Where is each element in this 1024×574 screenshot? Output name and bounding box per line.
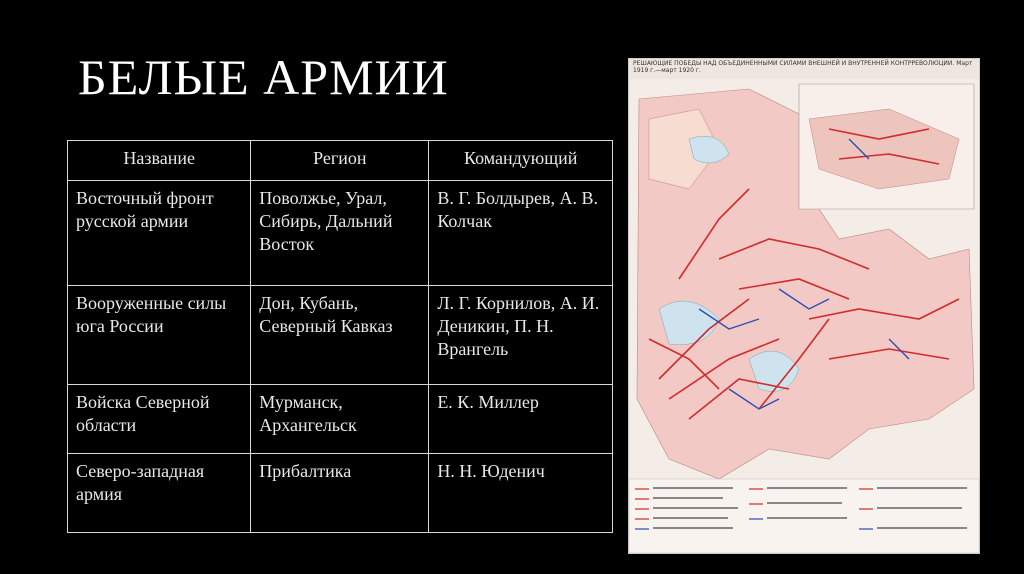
civil-war-map-image — [628, 58, 980, 554]
map-header: РЕШАЮЩИЕ ПОБЕДЫ НАД ОБЪЕДИНЕННЫМИ СИЛАМИ ВНЕШНЕЙ И ВНУТРЕННЕЙ КОНТРРЕВОЛЮЦИИ. Март 1919 г.—март 1920 г. — [629, 59, 979, 79]
table-row — [68, 181, 613, 286]
army-commander: Н. Н. Юденич — [429, 454, 613, 533]
army-commander: Л. Г. Корнилов, А. И. Деникин, П. Н. Врангель — [429, 286, 613, 385]
header-region: Регион — [251, 141, 429, 181]
header-name: Название — [68, 141, 251, 181]
army-commander: В. Г. Болдырев, А. В. Колчак — [429, 181, 613, 286]
table-row — [68, 385, 613, 454]
army-region: Прибалтика — [251, 454, 429, 533]
header-commander: Командующий — [429, 141, 613, 181]
army-commander: Е. К. Миллер — [429, 385, 613, 454]
army-region: Дон, Кубань, Северный Кавказ — [251, 286, 429, 385]
army-region: Мурманск, Архангельск — [251, 385, 429, 454]
army-name: Восточный фронт русской армии — [68, 181, 251, 286]
table-header-row — [68, 141, 613, 181]
slide-title: БЕЛЫЕ АРМИИ — [78, 49, 449, 105]
army-region: Поволжье, Урал, Сибирь, Дальний Восток — [251, 181, 429, 286]
army-name: Войска Северной области — [68, 385, 251, 454]
table-row — [68, 286, 613, 385]
table-row — [68, 454, 613, 533]
map-drawing — [629, 59, 979, 553]
army-name: Вооруженные силы юга России — [68, 286, 251, 385]
white-armies-table — [67, 140, 613, 533]
army-name: Северо-западная армия — [68, 454, 251, 533]
